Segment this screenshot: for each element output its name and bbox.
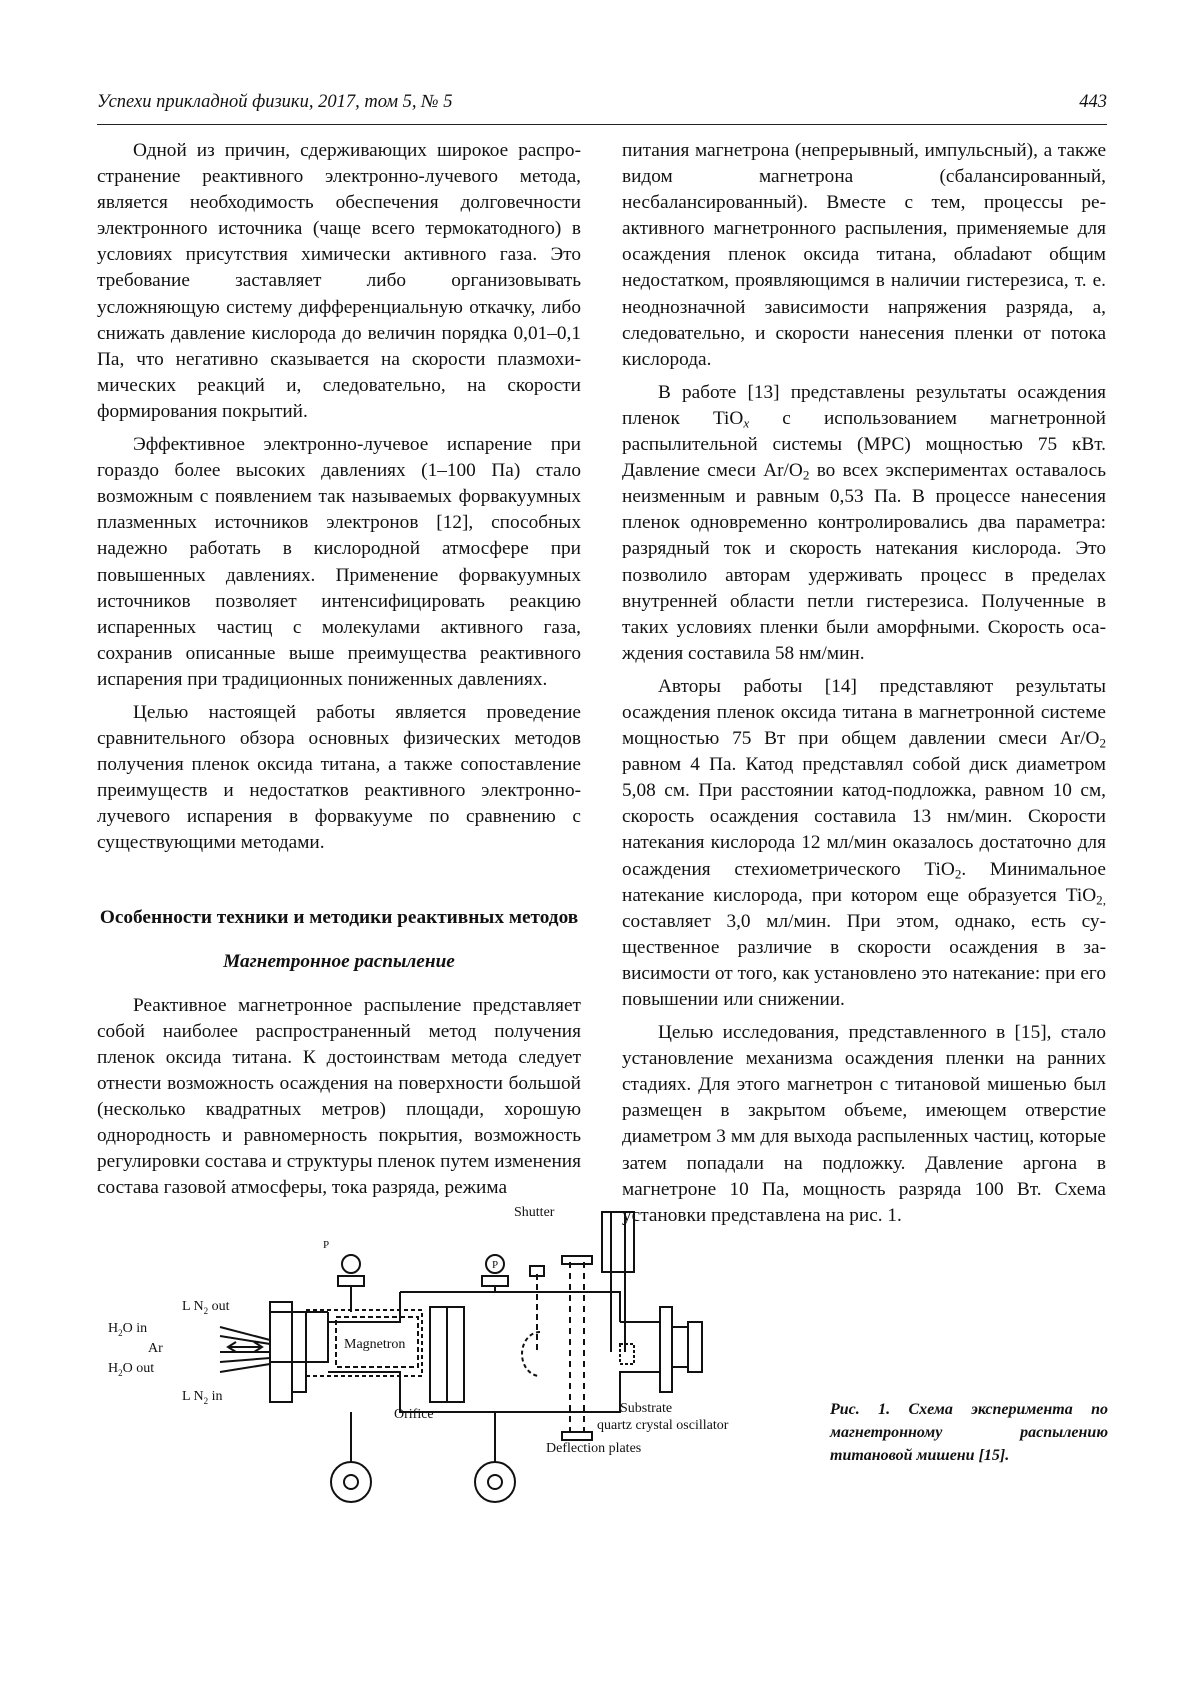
left-column [97, 138, 581, 1208]
vacuum-pump-1 [331, 1462, 371, 1502]
figure-diagram [100, 1205, 840, 1602]
gauge-flange-1 [338, 1276, 364, 1286]
paragraph: Эффективное электронно-лучевое испарение при гораздо более высоких давлениях (1–100 Па) стало возможным с появлением так называемых форвакуумных плазменных источников электронов [12], способных надежно работать в кислородной атмосфере при повышенных давлениях. Применение форвакуумных источников позволяет интенсифицировать реакцию испаренных частиц с молекулами активного газа, сохранив описанные выше преимущества реактивного испарения при традиционных пониженных давлениях. [97, 434, 581, 690]
paragraph: Целью настоящей работы является проведение сравнительного обзора основных физических методов получения пленок оксида титана, а также сопоставление преимуществ и недостатков реактивного электронно-лучевого испарения в форвакууме по сравнению с существующими методами. [97, 701, 581, 854]
section-heading: Особенности техники и методики реактивных методов [99, 906, 579, 928]
paragraph: Реактивное магнетронное распыление представляет собой наиболее распространенный метод получения пленок оксида титана. К достоинствам метода следует отнести возможность осаждения на поверхности большой (несколько квадратных метров) площади, хорошую однородность и равномерность покрытия, возможность регулировки состава и структуры пленок путем изменения состава газовой атмосферы, тока разряда, режима [97, 994, 581, 1199]
chamber-flange [270, 1312, 328, 1362]
deflection-label: Deflection plates [546, 1441, 642, 1456]
subsection-heading: Магнетронное распыление [223, 950, 455, 972]
magnetron-label: Magnetron [344, 1337, 406, 1352]
page-number: 443 [1079, 92, 1107, 112]
gauge-flange-2 [482, 1276, 508, 1286]
ar-label: Ar [148, 1341, 163, 1356]
shutter-label: Shutter [514, 1205, 555, 1220]
pressure-gauge-1 [342, 1255, 360, 1273]
h2o-in-label: $H_2O$ in [108, 1321, 148, 1338]
gauge-label: P [322, 1239, 330, 1251]
paragraph: Целью исследования, представленного в [15], стало установление механизма осаждения пленки на ранних стадиях. Для этого магнетрон с титановой мишенью был размещен в закрытом объеме, имеющем отверстие диаметром 3 мм для выхода распыленных частиц, которые затем попадали на подложку. Давление аргона в магнетроне 10 Па, мощность разряда 100 Вт. Схема установки представлена на рис. 1. [622, 1022, 1106, 1226]
right-port [672, 1327, 688, 1367]
ln2-out-label: L $N_2$ out [182, 1299, 230, 1316]
ln2-in-label: L $N_2$ in [182, 1389, 223, 1406]
substrate-label: Substrate [620, 1401, 673, 1416]
h2o-out-label: $H_2O$ out [108, 1361, 155, 1378]
paragraph: питания магнетрона (непрерывный, импульсный), а также видом магнетрона (сбалансированный, несбалансированный). Вместе с тем, процессы реактивного магнетронного распыления, применяемые для осаждения пленок оксида титана, облаdают общим недостатком, проявляющимся в наличии гистерезиса, т. е. неоднозначной зависимости напряжения разряда, а, следовательно, и скорости нанесения пленки от потока кислорода. [622, 140, 1106, 370]
running-head [97, 92, 1107, 118]
header-rule [97, 124, 1107, 125]
apparatus-schematic [100, 1205, 840, 1602]
left-flange-inner [292, 1312, 306, 1392]
figure-caption: Рис. 1. Схема эксперимента по магнетронному распылению титановой мишени [15]. [830, 1401, 1108, 1464]
orifice-label: Orifice [394, 1407, 434, 1422]
right-column [622, 138, 1106, 1236]
qco-label: quartz crystal oscillator [597, 1418, 729, 1433]
feed-lines [220, 1327, 270, 1372]
journal-title: Успехи прикладной физики, 2017, том 5, № 5 [97, 92, 453, 112]
paragraph: Одной из причин, сдерживающих широкое распространение реактивного электронно-лучевого метода, является необходимость обеспечения долговечности электронного источника (чаще всего термокатодного) в условиях присутствия химически активного газа. Это требование заставляет либо организовывать усложняющую систему дифференциальную откачку, либо снижать давление кислорода до величин порядка 0,01–0,1 Па, что негативно сказывается на скорости плазмохимических реакций и, следовательно, на скорости формирования покрытий. [97, 140, 581, 422]
paragraph: В работе [13] представлены результаты осаждения пленок TiO$_x$ с использованием магнетронной распылительной системы (МРС) мощностью 75 кВт. Давление смеси $Ar/O_2$ во всех экспериментах оставалось неизменным и равным 0,53 Па. В процессе нанесения пленок одновременно контролировались два параметра: разрядный ток и скорость натекания кислорода. Это позволило авторам удерживать процесс в пределах внутренней области петли гистерезиса. Полученные в таких условиях пленки были аморфными. Скорость осаждения составила 58 нм/мин. [622, 381, 1107, 664]
quartz-crystal [620, 1344, 634, 1364]
vacuum-pump-2 [475, 1462, 515, 1502]
paragraph: Авторы работы [14] представляют результаты осаждения пленок оксида титана в магнетронной системе мощностью 75 Вт при общем давлении смеси $Ar/O_2$ равном 4 Па. Катод представлял собой диск диаметром 5,08 см. При расстоянии катод-подложка, равном 10 см, скорость осаждения составила 13 нм/мин. Скорости натекания кислорода 12 мл/мин оказалось достаточно для осаждения стехиометрического TiO$_2$. Минимальное натекание кислорода, при котором еще образуется TiO$_{2,}$ составляет 3,0 мл/мин. При этом, однако, есть существенное различие в скорости осаждения в зависимости от того, как установлено это натекание: при его повышении или снижении. [622, 675, 1106, 1010]
right-flange [660, 1307, 672, 1392]
gauge-label: P [491, 1259, 499, 1271]
left-flange [270, 1302, 292, 1402]
chamber-bottom-wall [328, 1372, 660, 1412]
